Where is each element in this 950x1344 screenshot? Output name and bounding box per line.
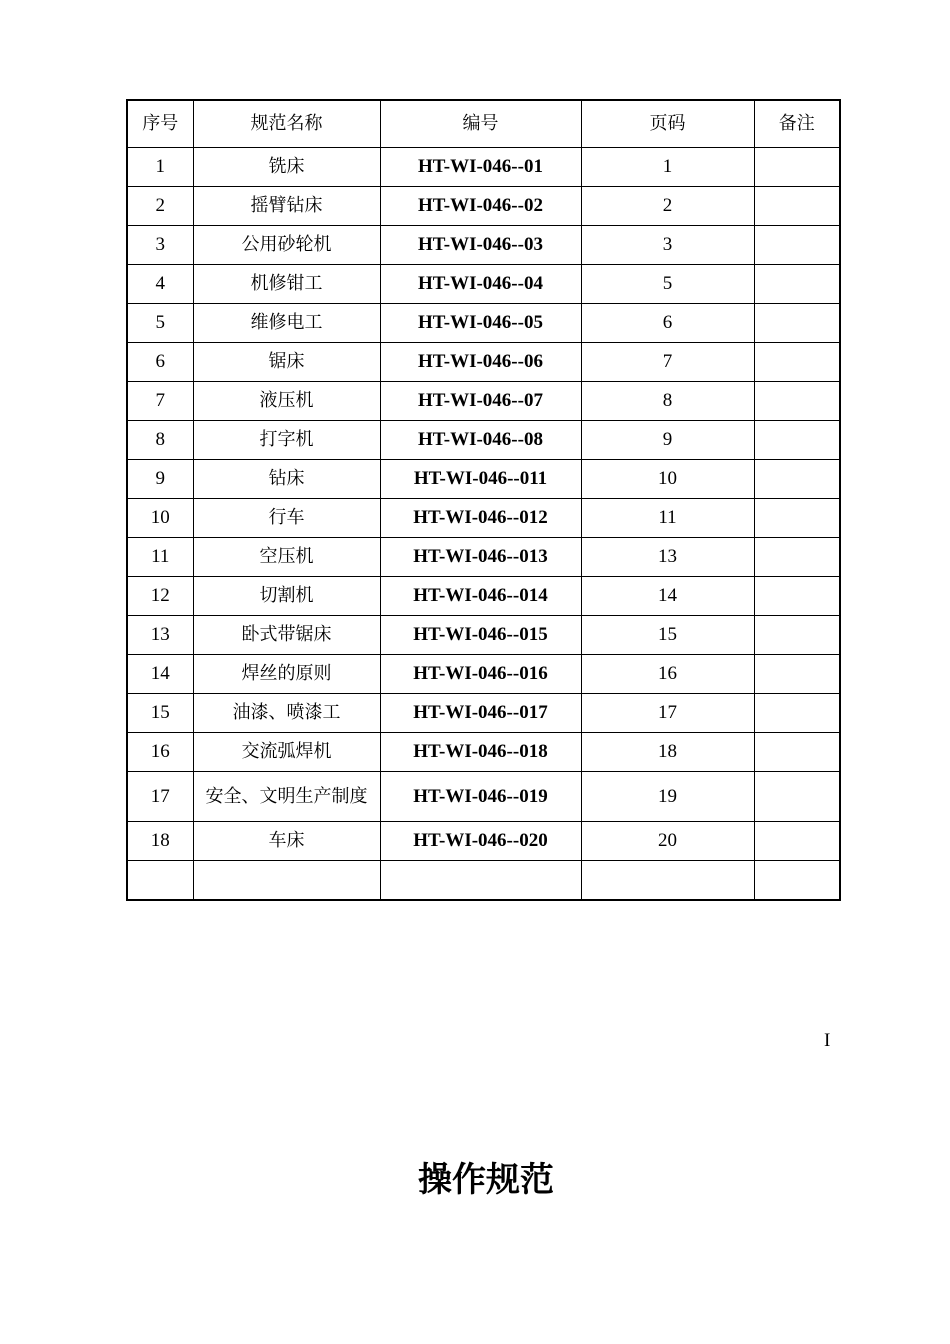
table-row	[127, 187, 840, 226]
cell-code: HT-WI-046--013	[380, 538, 581, 577]
cell-note	[754, 772, 840, 822]
cell-no	[127, 861, 193, 901]
cell-page: 20	[581, 822, 754, 861]
cell-note	[754, 499, 840, 538]
table-row	[127, 822, 840, 861]
cell-note	[754, 733, 840, 772]
cell-no: 9	[127, 460, 193, 499]
cell-code: HT-WI-046--07	[380, 382, 581, 421]
cell-note	[754, 382, 840, 421]
table-row	[127, 577, 840, 616]
cell-no: 18	[127, 822, 193, 861]
cell-code: HT-WI-046--01	[380, 148, 581, 187]
cell-name: 空压机	[193, 538, 380, 577]
cell-page: 16	[581, 655, 754, 694]
cell-name: 打字机	[193, 421, 380, 460]
cell-page: 13	[581, 538, 754, 577]
cell-page	[581, 861, 754, 901]
cell-no: 7	[127, 382, 193, 421]
cell-note	[754, 343, 840, 382]
cell-page: 15	[581, 616, 754, 655]
cell-note	[754, 226, 840, 265]
cell-code: HT-WI-046--017	[380, 694, 581, 733]
table-row	[127, 148, 840, 187]
header-name: 规范名称	[193, 100, 380, 148]
cell-note	[754, 460, 840, 499]
cell-page: 5	[581, 265, 754, 304]
cell-page: 1	[581, 148, 754, 187]
cell-no: 16	[127, 733, 193, 772]
cell-page: 18	[581, 733, 754, 772]
header-page: 页码	[581, 100, 754, 148]
cell-note	[754, 265, 840, 304]
table-row	[127, 499, 840, 538]
cell-page: 14	[581, 577, 754, 616]
table-row	[127, 343, 840, 382]
cell-note	[754, 694, 840, 733]
header-row	[127, 100, 840, 148]
cell-code: HT-WI-046--05	[380, 304, 581, 343]
cell-page: 10	[581, 460, 754, 499]
table-header	[127, 100, 840, 148]
cell-code: HT-WI-046--019	[380, 772, 581, 822]
cell-no: 5	[127, 304, 193, 343]
cell-name: 机修钳工	[193, 265, 380, 304]
procedure-index-table	[126, 99, 841, 901]
cell-no: 6	[127, 343, 193, 382]
cell-code: HT-WI-046--016	[380, 655, 581, 694]
cell-note	[754, 655, 840, 694]
cell-code: HT-WI-046--06	[380, 343, 581, 382]
cell-name: 行车	[193, 499, 380, 538]
cell-page: 8	[581, 382, 754, 421]
table-row	[127, 226, 840, 265]
cell-note	[754, 187, 840, 226]
cell-page: 3	[581, 226, 754, 265]
cell-name: 卧式带锯床	[193, 616, 380, 655]
table-row	[127, 655, 840, 694]
cell-note	[754, 616, 840, 655]
cell-no: 12	[127, 577, 193, 616]
cell-no: 8	[127, 421, 193, 460]
cell-name: 维修电工	[193, 304, 380, 343]
cell-note	[754, 304, 840, 343]
cell-no: 14	[127, 655, 193, 694]
table-row	[127, 772, 840, 822]
section-title: 操作规范	[418, 1160, 554, 1200]
table-row	[127, 538, 840, 577]
cell-name: 车床	[193, 822, 380, 861]
table-row	[127, 733, 840, 772]
cell-name: 安全、文明生产制度	[193, 772, 380, 822]
cell-page: 7	[581, 343, 754, 382]
cell-no: 4	[127, 265, 193, 304]
cell-page: 17	[581, 694, 754, 733]
cell-code: HT-WI-046--011	[380, 460, 581, 499]
cell-name: 锯床	[193, 343, 380, 382]
cell-code: HT-WI-046--014	[380, 577, 581, 616]
cell-name: 钻床	[193, 460, 380, 499]
cell-code: HT-WI-046--015	[380, 616, 581, 655]
cell-name: 切割机	[193, 577, 380, 616]
cell-name: 摇臂钻床	[193, 187, 380, 226]
cell-note	[754, 538, 840, 577]
cell-no: 1	[127, 148, 193, 187]
cell-code: HT-WI-046--012	[380, 499, 581, 538]
page-number: I	[824, 1030, 831, 1051]
table-row	[127, 460, 840, 499]
header-code: 编号	[380, 100, 581, 148]
table-row	[127, 421, 840, 460]
cell-code: HT-WI-046--08	[380, 421, 581, 460]
table-row	[127, 265, 840, 304]
cell-name: 铣床	[193, 148, 380, 187]
cell-no: 15	[127, 694, 193, 733]
table-row	[127, 304, 840, 343]
cell-note	[754, 577, 840, 616]
cell-code	[380, 861, 581, 901]
cell-page: 11	[581, 499, 754, 538]
cell-page: 9	[581, 421, 754, 460]
cell-no: 13	[127, 616, 193, 655]
cell-page: 2	[581, 187, 754, 226]
cell-note	[754, 421, 840, 460]
cell-name: 液压机	[193, 382, 380, 421]
table-row	[127, 861, 840, 901]
cell-page: 6	[581, 304, 754, 343]
cell-no: 3	[127, 226, 193, 265]
cell-page: 19	[581, 772, 754, 822]
cell-name: 焊丝的原则	[193, 655, 380, 694]
cell-name	[193, 861, 380, 901]
cell-code: HT-WI-046--018	[380, 733, 581, 772]
cell-name: 油漆、喷漆工	[193, 694, 380, 733]
table-row	[127, 616, 840, 655]
cell-code: HT-WI-046--04	[380, 265, 581, 304]
header-no: 序号	[127, 100, 193, 148]
cell-note	[754, 148, 840, 187]
cell-name: 交流弧焊机	[193, 733, 380, 772]
table-row	[127, 382, 840, 421]
cell-code: HT-WI-046--02	[380, 187, 581, 226]
cell-no: 2	[127, 187, 193, 226]
cell-note	[754, 861, 840, 901]
cell-code: HT-WI-046--020	[380, 822, 581, 861]
cell-name: 公用砂轮机	[193, 226, 380, 265]
table-row	[127, 694, 840, 733]
cell-no: 10	[127, 499, 193, 538]
cell-note	[754, 822, 840, 861]
cell-no: 11	[127, 538, 193, 577]
table-body	[127, 148, 840, 901]
cell-code: HT-WI-046--03	[380, 226, 581, 265]
header-note: 备注	[754, 100, 840, 148]
cell-no: 17	[127, 772, 193, 822]
